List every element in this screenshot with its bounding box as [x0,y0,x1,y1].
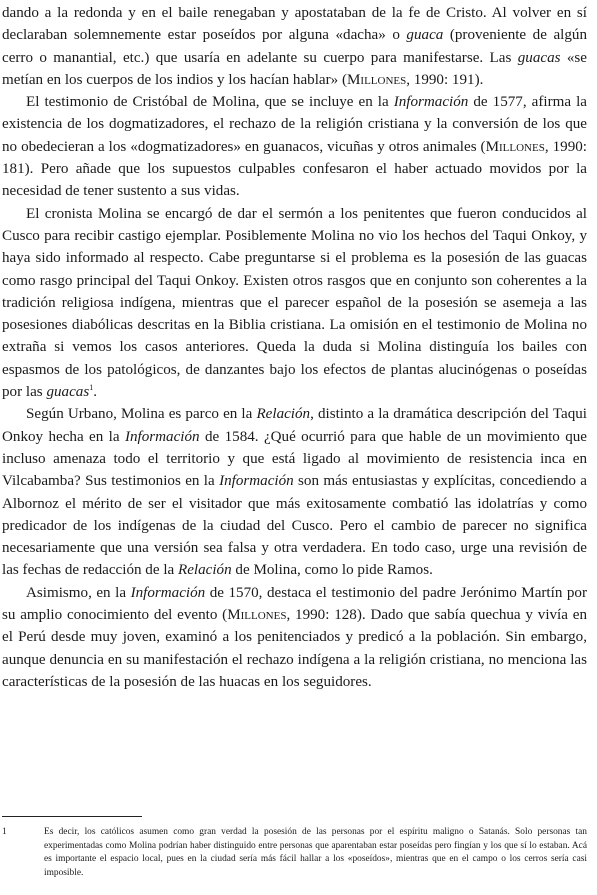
paragraph-2 [2,91,587,202]
text-run: , 1990: 191). [406,71,484,88]
author-citation: Millones [346,71,407,88]
paragraph-5 [2,582,587,693]
text-run: , distinto a la dramática descripción del Taqui Onkoy hecha en la [2,406,587,445]
footnote-text: Es decir, los católicos asumen como gran verdad la posesión de las personas por el espíritu maligno o Satanás. Solo personas tan experimentadas como Molina podrían haber distinguido entre personas que aparentaban estar poseídas pero fingían y los que sí lo estaban. Acá es importante el espacio local, pues en la ciudad sería más fácil hallar a los «poseídos», mientras que en el campo o los cerros sería casi imposible. [44,827,587,878]
paragraph-1 [2,2,587,91]
italic-term: guaca [406,27,444,44]
italic-term: Información [393,94,469,111]
author-citation: Millones [485,138,545,155]
italic-term: Información [219,473,294,490]
text-run: El testimonio de Cristóbal de Molina, que se incluye en la [26,94,394,111]
text-run: de 1577, afirma la existencia de los dogmatizadores, el rechazo de la religión cristiana y la conversión de los que no obedecieran a los «dogmatizadores» en guanacos, vicuñas y otros animales ( [2,94,587,155]
text-run: son más entusiastas y explícitas, concediendo a Albornoz el mérito de ser el visitador que más exitosamente combatió las idolatrías y como predicador de los indígenas de la ciudad del Cusco. Pero el cambio de parecer no significa necesariamente que una versión sea falsa y otra verdadera. En todo caso, urge una revisión de las fechas de redacción de la [2,473,587,579]
italic-term: Relación [178,562,232,579]
footnote-divider [2,816,142,817]
paragraph-3 [2,203,587,404]
text-run: de Molina, como lo pide Ramos. [231,562,433,579]
text-run: de 1570, destaca el testimonio del padre Jerónimo Martín por su amplio conocimiento del evento ( [2,584,588,624]
footnote [2,826,587,880]
text-run: de 1584. ¿Qué ocurrió para que hable de un movimiento que incluso amenaza todo el territorio y que está ligado al movimiento de resistencia inca en Vilcabamba? Sus testimonios en la [2,428,587,490]
text-run: El cronista Molina se encargó de dar el sermón a los penitentes que fueron conducidos al Cusco para recibir castigo ejemplar. Posiblemente Molina no vio los hechos del Taqui Onkoy, y haya sido informado al respecto. Cabe preguntarse si el problema es la posesión de las guacas como rasgo principal del Taqui Onkoy. Existen otros rasgos que en conjunto son coherentes a la tradición religiosa indígena, mientras que el parecer español de la posesión se asemeja a las posesiones diabólicas descritas en la Biblia cristiana. La omisión en el testimonio de Molina no extraña si vemos los casos anteriores. Queda la duda si Molina distinguía los bailes con espasmos de los patológicos, de danzantes bajo los efectos de plantas alucinógenas o poseídas por las [2,205,587,401]
footnote-reference[interactable]: 1 [89,383,94,393]
footnote-number: 1 [2,827,7,837]
text-run: , 1990: 128). Dado que sabía quechua y vivía en el Perú desde muy joven, examinó a los penitenciados y predicó a la población. Sin embargo, aunque denuncia en su manifestación el rechazo indígena a la religión cristiana, no menciona las características de la posesión de las huacas en los seguidores. [2,607,587,690]
italic-term: Información [130,584,206,601]
paragraph-4 [2,403,587,581]
author-citation: Millones [227,607,287,624]
italic-term: guacas [517,49,561,66]
italic-term: guacas [46,384,90,401]
italic-term: Relación [256,406,311,423]
text-run: . [93,384,97,401]
italic-term: Información [124,428,200,445]
body-text [2,2,587,693]
text-run: Según Urbano, Molina es parco en la [26,406,257,423]
text-run: «se metían en los cuerpos de los indios y los hacían hablar» ( [2,49,587,88]
text-run: Asimismo, en la [26,584,131,601]
text-run: (proveniente de algún cerro o manantial, etc.) que usaría en adelante su cuerpo para manifestarse. Las [2,27,588,66]
text-run: dando a la redonda y en el baile renegaban y apostataban de la fe de Cristo. Al volver en sí declaraban solemnemente estar poseídos por alguna «dacha» o [2,5,587,44]
text-run: , 1990: 181). Pero añade que los supuestos culpables confesaron el haber actuado movidos por la necesidad de tener sustento a sus vidas. [2,138,587,200]
